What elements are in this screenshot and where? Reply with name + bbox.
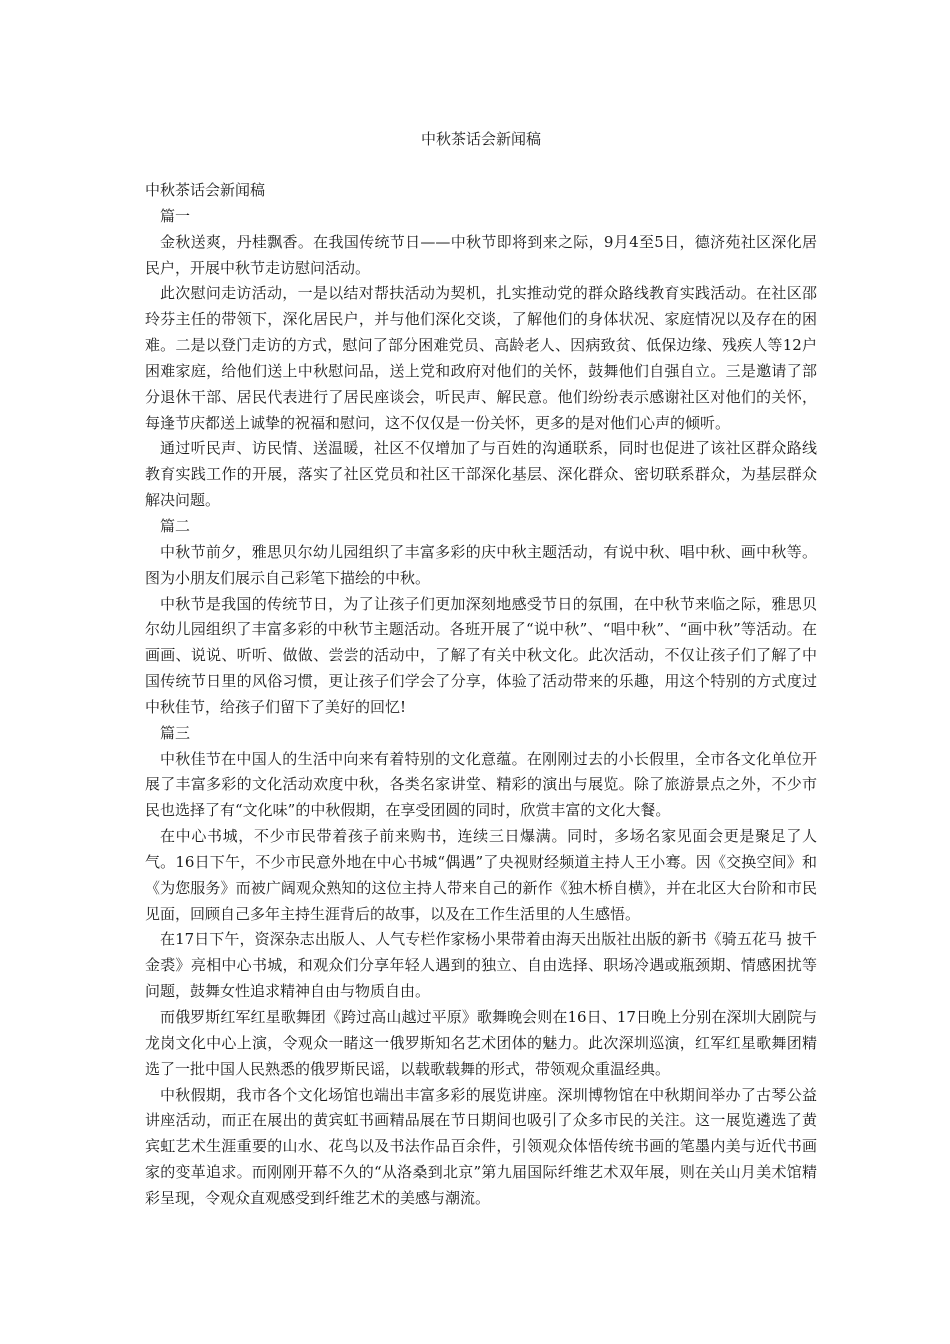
section-label-1: 篇一 <box>160 206 191 225</box>
paragraph: 中秋节前夕，雅思贝尔幼儿园组织了丰富多彩的庆中秋主题活动，有说中秋、唱中秋、画中秋等。图为小朋友们展示自己彩笔下描绘的中秋。 <box>145 542 817 587</box>
paragraph: 在17日下午，资深杂志出版人、人气专栏作家杨小果带着由海天出版社出版的新书《骑五花马 披千金裘》亮相中心书城，和观众们分享年轻人遇到的独立、自由选择、职场冷遇或瓶颈期、情感困扰等问题，鼓舞女性追求精神自由与物质自由。 <box>145 930 817 1001</box>
document-heading: 中秋茶话会新闻稿 <box>145 181 266 199</box>
paragraph: 而俄罗斯红军红星歌舞团《跨过高山越过平原》歌舞晚会则在16日、17日晚上分别在深圳大剧院与龙岗文化中心上演，令观众一睹这一俄罗斯知名艺术团体的魅力。此次深圳巡演，红军红星歌舞团精选了一批中国人民熟悉的俄罗斯民谣，以载歌载舞的形式，带领观众重温经典。 <box>145 1008 817 1078</box>
section-label-2: 篇二 <box>160 516 191 535</box>
paragraph: 通过听民声、访民情、送温暖，社区不仅增加了与百姓的沟通联系，同时也促进了该社区群众路线教育实践工作的开展，落实了社区党员和社区干部深化基层、深化群众、密切联系群众，为基层群众解决问题。 <box>145 439 817 510</box>
paragraph: 中秋佳节在中国人的生活中向来有着特别的文化意蕴。在刚刚过去的小长假里，全市各文化单位开展了丰富多彩的文化活动欢度中秋，各类名家讲堂、精彩的演出与展览。除了旅游景点之外，不少市民也选择了有“文化味”的中秋假期，在享受团圆的同时，欣赏丰富的文化大餐。 <box>145 749 817 820</box>
paragraph: 此次慰问走访活动，一是以结对帮扶活动为契机，扎实推动党的群众路线教育实践活动。在社区邵玲芬主任的带领下，深化居民户，并与他们深化交谈，了解他们的身体状况、家庭情况以及存在的困难。二是以登门走访的方式，慰问了部分困难党员、高龄老人、因病致贫、低保边缘、残疾人等12户困难家庭，给他们送上中秋慰问品，送上党和政府对他们的关怀，鼓舞他们自强自立。三是邀请了部分退休干部、居民代表进行了居民座谈会，听民声、解民意。他们纷纷表示感谢社区对他们的关怀，每逢节庆都送上诚挚的祝福和慰问，这不仅仅是一份关怀，更多的是对他们心声的倾听。 <box>145 284 817 432</box>
paragraph: 中秋假期，我市各个文化场馆也端出丰富多彩的展览讲座。深圳博物馆在中秋期间举办了古琴公益讲座活动，而正在展出的黄宾虹书画精品展在节日期间也吸引了众多市民的关注。这一展览遴选了黄宾虹艺术生涯重要的山水、花鸟以及书法作品百余件，引领观众体悟传统书画的笔墨内美与近代书画家的变革追求。而刚刚开幕不久的“从洛桑到北京”第九届国际纤维艺术双年展，则在关山月美术馆精彩呈现，令观众直观感受到纤维艺术的美感与潮流。 <box>145 1085 817 1207</box>
paragraph: 在中心书城，不少市民带着孩子前来购书，连续三日爆满。同时，多场名家见面会更是聚足了人气。16日下午，不少市民意外地在中心书城“偶遇”了央视财经频道主持人王小骞。因《交换空间》和《为您服务》而被广阔观众熟知的这位主持人带来自己的新作《独木桥自横》，并在北区大台阶和市民见面，回顾自己多年主持生涯背后的故事，以及在工作生活里的人生感悟。 <box>145 827 817 923</box>
document-body <box>145 178 817 1212</box>
document-title: 中秋茶话会新闻稿 <box>420 130 541 148</box>
paragraph: 中秋节是我国的传统节日，为了让孩子们更加深刻地感受节日的氛围，在中秋节来临之际，雅思贝尔幼儿园组织了丰富多彩的中秋节主题活动。各班开展了“说中秋”、“唱中秋”、“画中秋”等活动。在画画、说说、听听、做做、尝尝的活动中，了解了有关中秋文化。此次活动，不仅让孩子们了解了中国传统节日里的风俗习惯，更让孩子们学会了分享，体验了活动带来的乐趣，用这个特别的方式度过中秋佳节，给孩子们留下了美好的回忆! <box>145 594 817 716</box>
section-label-3: 篇三 <box>160 723 191 742</box>
paragraph: 金秋送爽，丹桂飘香。在我国传统节日——中秋节即将到来之际，9月4至5日，德济苑社区深化居民户，开展中秋节走访慰问活动。 <box>145 232 817 277</box>
